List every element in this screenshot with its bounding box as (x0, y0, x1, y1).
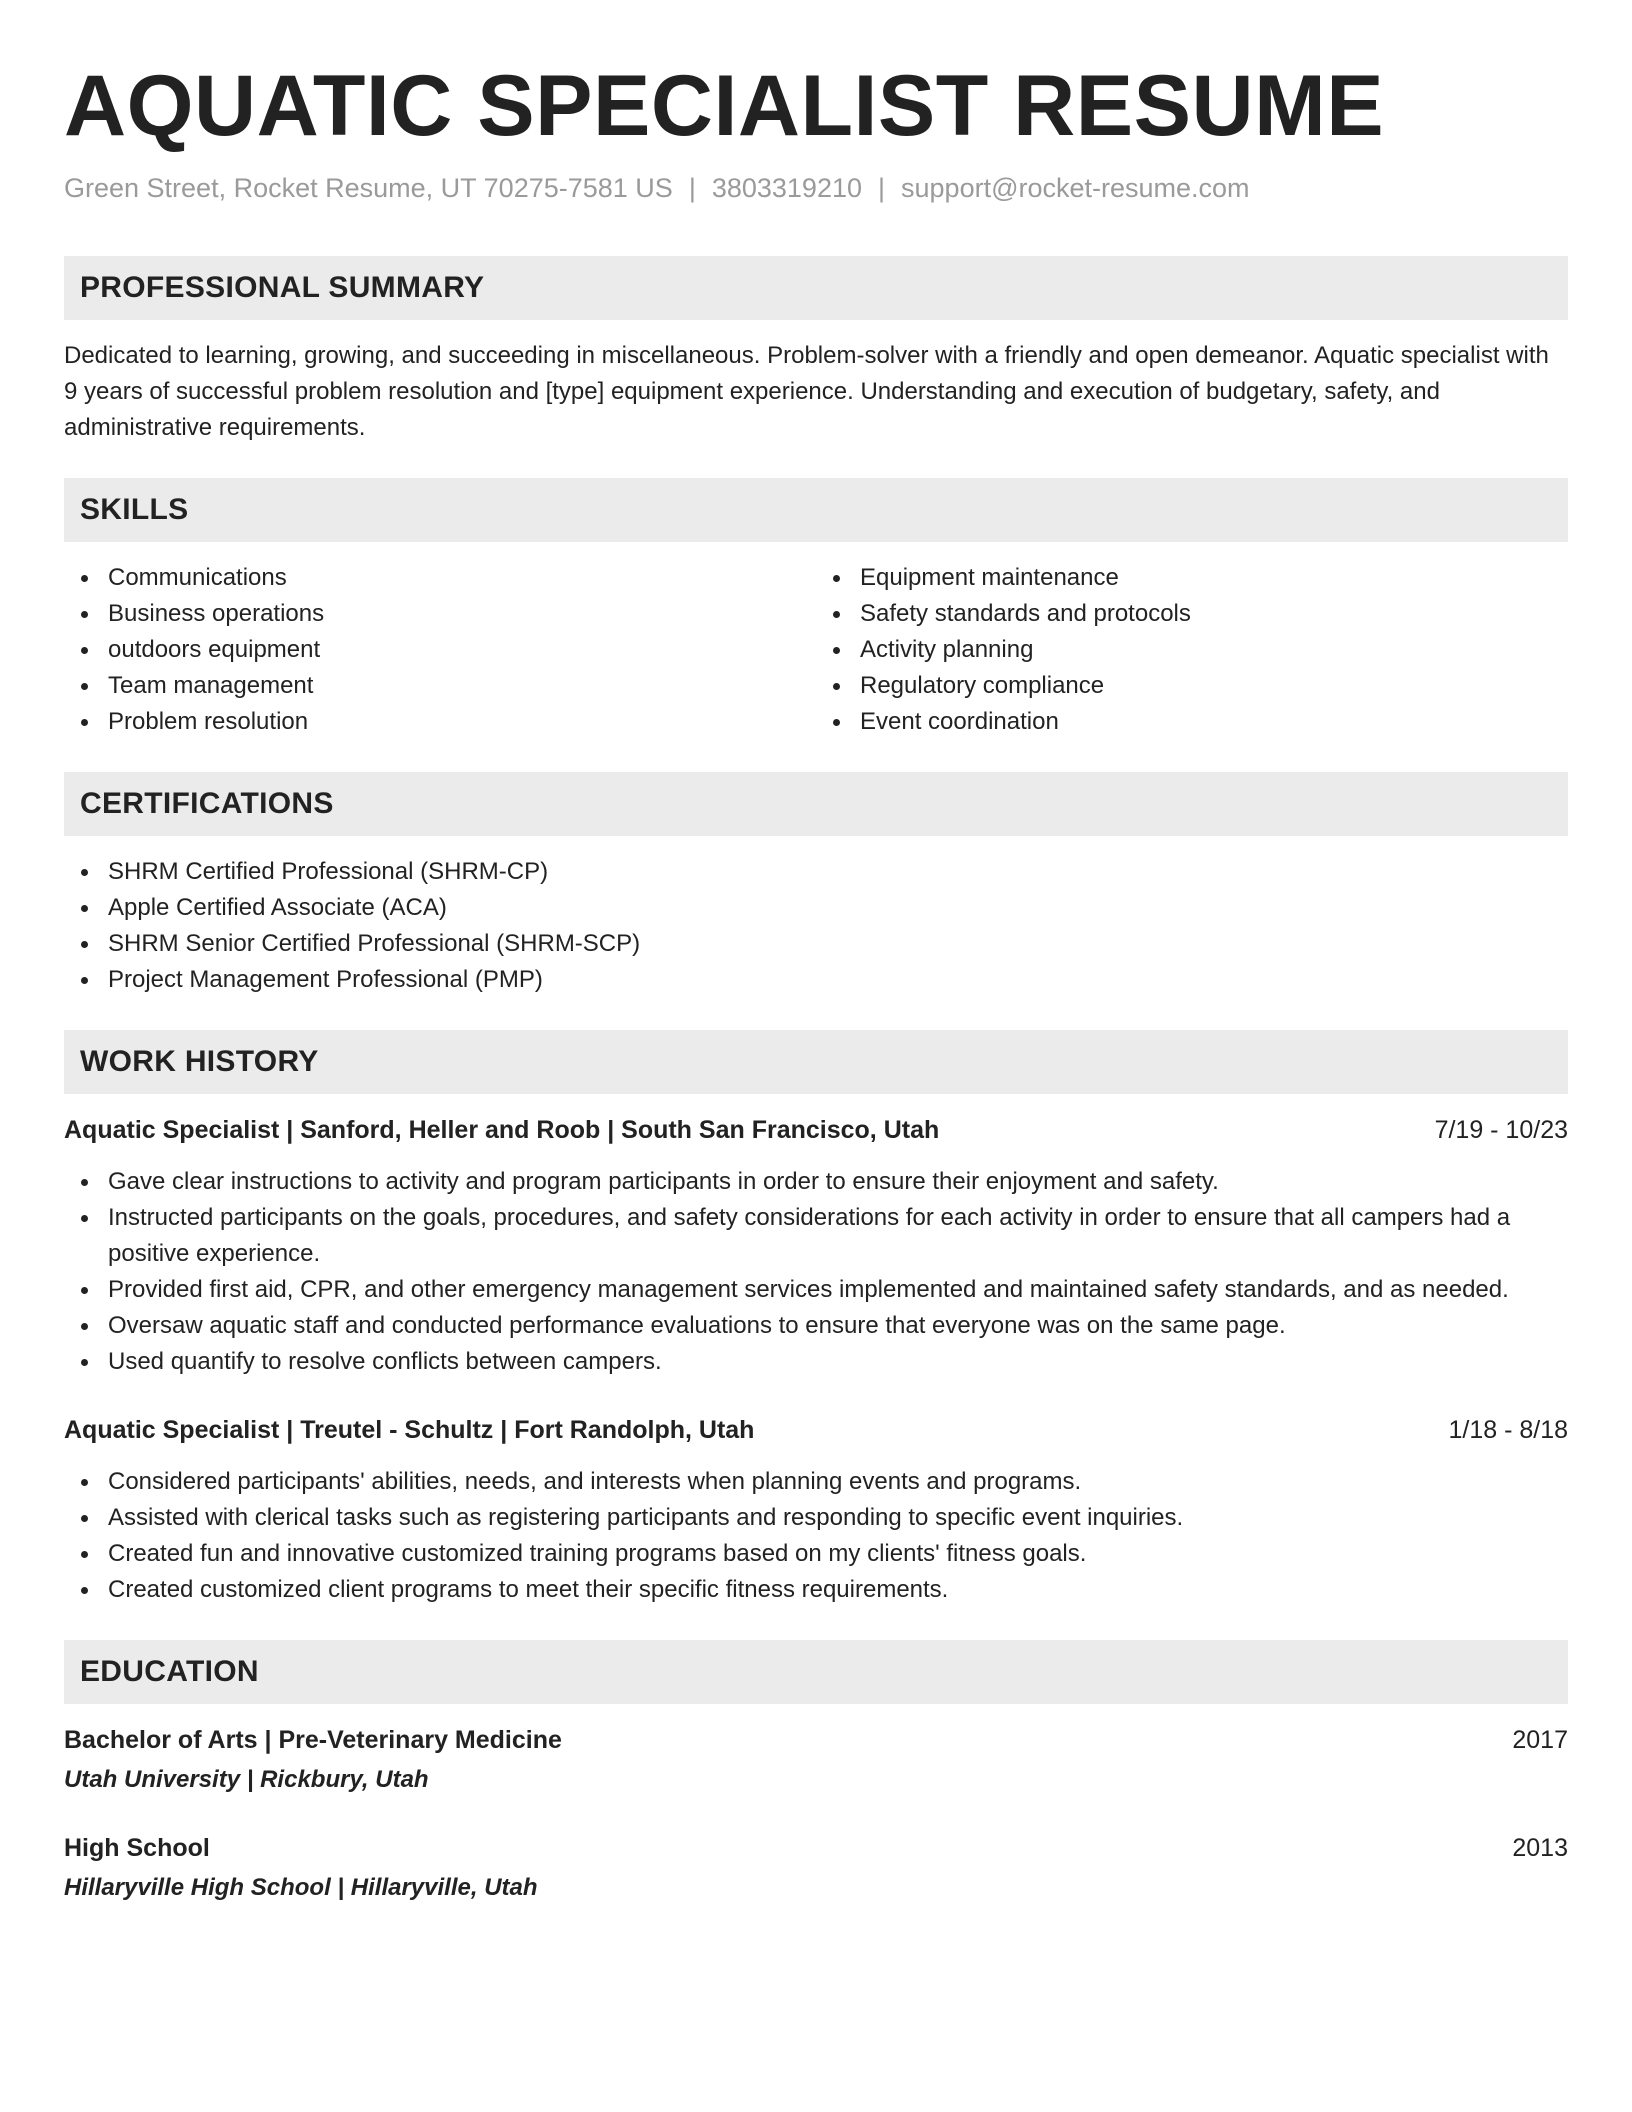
contact-separator: | (878, 173, 886, 203)
summary-heading: PROFESSIONAL SUMMARY (64, 256, 1568, 320)
contact-address: Green Street, Rocket Resume, UT 70275-7581 US (64, 173, 673, 203)
job-duties (64, 1164, 1568, 1380)
job-duty-item: Created customized client programs to meet their specific fitness requirements. (64, 1572, 1568, 1608)
education-year: 2017 (1512, 1726, 1568, 1754)
contact-phone: 3803319210 (711, 173, 862, 203)
certifications-heading: CERTIFICATIONS (64, 772, 1568, 836)
education-entry (64, 1830, 1568, 1906)
skill-item: Business operations (64, 596, 816, 632)
contact-line (64, 170, 1568, 206)
skill-item: Safety standards and protocols (816, 596, 1568, 632)
job-duty-item: Assisted with clerical tasks such as registering participants and responding to specific event inquiries. (64, 1500, 1568, 1536)
skills-column-right (816, 560, 1568, 740)
job-header (64, 1112, 1568, 1148)
job-duty-item: Gave clear instructions to activity and program participants in order to ensure their enjoyment and safety. (64, 1164, 1568, 1200)
certification-item: SHRM Senior Certified Professional (SHRM-SCP) (64, 926, 1568, 962)
education-entry (64, 1722, 1568, 1798)
certification-item: Apple Certified Associate (ACA) (64, 890, 1568, 926)
job-title: Aquatic Specialist | Treutel - Schultz | Fort Randolph, Utah (64, 1416, 755, 1444)
contact-email: support@rocket-resume.com (901, 173, 1250, 203)
skill-item: Activity planning (816, 632, 1568, 668)
job-dates: 7/19 - 10/23 (1434, 1116, 1568, 1144)
education-header (64, 1722, 1568, 1758)
skill-item: Event coordination (816, 704, 1568, 740)
education-header (64, 1830, 1568, 1866)
job-title: Aquatic Specialist | Sanford, Heller and Roob | South San Francisco, Utah (64, 1116, 940, 1144)
job-entry (64, 1412, 1568, 1608)
certification-item: SHRM Certified Professional (SHRM-CP) (64, 854, 1568, 890)
skills-list (64, 560, 1568, 740)
job-duty-item: Oversaw aquatic staff and conducted performance evaluations to ensure that everyone was on the same page. (64, 1308, 1568, 1344)
skill-item: Equipment maintenance (816, 560, 1568, 596)
job-dates: 1/18 - 8/18 (1448, 1416, 1568, 1444)
education-school: Utah University | Rickbury, Utah (64, 1766, 429, 1793)
job-duties (64, 1464, 1568, 1608)
skills-heading: SKILLS (64, 478, 1568, 542)
resume-title: AQUATIC SPECIALIST RESUME (64, 58, 1385, 154)
job-duty-item: Used quantify to resolve conflicts between campers. (64, 1344, 1568, 1380)
job-header (64, 1412, 1568, 1448)
education-year: 2013 (1512, 1834, 1568, 1862)
skills-column-left (64, 560, 816, 740)
job-duty-item: Provided first aid, CPR, and other emergency management services implemented and maintained safety standards, and as needed. (64, 1272, 1568, 1308)
work-history-heading: WORK HISTORY (64, 1030, 1568, 1094)
education-school: Hillaryville High School | Hillaryville, Utah (64, 1874, 538, 1901)
skill-item: Team management (64, 668, 816, 704)
skill-item: Regulatory compliance (816, 668, 1568, 704)
job-duty-item: Considered participants' abilities, needs, and interests when planning events and programs. (64, 1464, 1568, 1500)
job-entry (64, 1112, 1568, 1380)
education-degree: High School (64, 1834, 210, 1862)
education-heading: EDUCATION (64, 1640, 1568, 1704)
job-duty-item: Instructed participants on the goals, procedures, and safety considerations for each activity in order to ensure that all campers had a positive experience. (64, 1200, 1568, 1272)
skill-item: outdoors equipment (64, 632, 816, 668)
summary-text: Dedicated to learning, growing, and succeeding in miscellaneous. Problem-solver with a friendly and open demeanor. Aquatic specialist with 9 years of successful problem resolution and [type] equipment experience. Understanding and execution of budgetary, safety, and administrative requirements. (64, 342, 1549, 441)
contact-separator: | (688, 173, 696, 203)
skill-item: Communications (64, 560, 816, 596)
job-duty-item: Created fun and innovative customized training programs based on my clients' fitness goals. (64, 1536, 1568, 1572)
education-degree: Bachelor of Arts | Pre-Veterinary Medicine (64, 1726, 562, 1754)
certification-item: Project Management Professional (PMP) (64, 962, 1568, 998)
skill-item: Problem resolution (64, 704, 816, 740)
certifications-list (64, 854, 1568, 998)
